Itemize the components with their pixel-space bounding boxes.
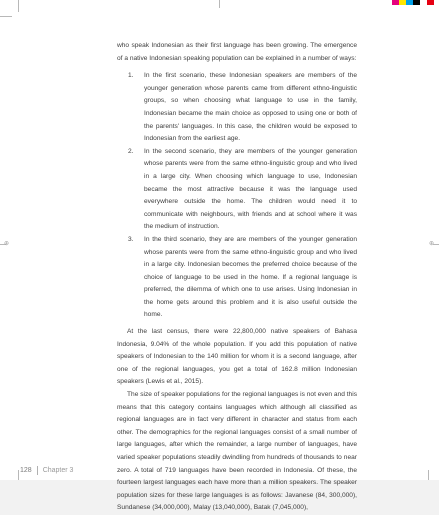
census-paragraph: At the last census, there were 22,800,000 native speakers of Bahasa Indonesia, 9.04% of the whole population. If you add this population of native speakers of Indonesian to the 140 million for whom it is a second language, after one of the regional languages, you get a total of 162.8 million Indonesian speakers (Lewis et al., 2015). bbox=[117, 328, 357, 386]
scenario-number: 1. bbox=[128, 72, 134, 80]
regional-languages-paragraph: The size of speaker populations for the regional languages is not even and this means that this category contains languages which although all classified as regional languages are in fact very different in character and status from each other. The demographics for the regional languages consist of a small number of large languages, after which the remainder, a large number of languages, have varied speaker populations steadily dwindling from hundreds of thousands to near zero. A total of 719 languages have been recorded in Indonesia. Of these, the fourteen largest languages each have more than a million speakers. The speaker population sizes for these large languages is as follows: Javanese (84, 300,000), Sundanese (34,000,000), Malay (13,040,000), Batak (7,045,000), bbox=[117, 391, 357, 512]
color-swatch bbox=[413, 0, 420, 5]
registration-mark-left: ⊕ bbox=[4, 241, 10, 247]
crop-mark-top-center bbox=[219, 0, 220, 8]
page-footer bbox=[20, 466, 73, 475]
color-swatch bbox=[420, 0, 427, 5]
intro-paragraph: who speak Indonesian as their first language has been growing. The emergence of a native Indonesian speaking population can be explained in a number of ways: bbox=[117, 42, 357, 62]
page-number: 128 bbox=[20, 467, 32, 474]
print-color-bar bbox=[392, 0, 434, 5]
scenario-number: 3. bbox=[128, 235, 134, 243]
crop-mark-left-top bbox=[0, 16, 12, 17]
color-swatch bbox=[406, 0, 413, 5]
scenario-number: 2. bbox=[128, 147, 134, 155]
crop-mark-bottom-right bbox=[428, 470, 429, 480]
scenario-item bbox=[117, 146, 357, 234]
scenario-text: In the second scenario, they are members of the younger generation whose parents were from the same ethno-linguistic group and who lived in a large city. When choosing which language to use, Indonesian became the most attractive because it was the language used everywhere outside the home. The children would need it to communicate with neighbours, with friends and at school where it was the medium of instruction. bbox=[144, 147, 357, 231]
scenario-item bbox=[117, 234, 357, 322]
color-swatch bbox=[392, 0, 399, 5]
scenario-list bbox=[117, 70, 357, 322]
footer-divider bbox=[37, 466, 38, 475]
chapter-label: Chapter 3 bbox=[42, 467, 74, 474]
scenario-text: In the first scenario, these Indonesian speakers are members of the younger generation whose parents came from different ethno-linguistic groups, so when choosing what language to use in the family, Indonesian became the main choice as opposed to using one or both of the parents' languages. In this case, the children would be exposed to Indonesian from the earliest age. bbox=[144, 72, 357, 143]
crop-mark-top-left bbox=[18, 0, 19, 12]
color-swatch bbox=[399, 0, 406, 5]
registration-mark-right: ⊕ bbox=[429, 241, 435, 247]
scenario-item bbox=[117, 70, 357, 146]
scenario-text: In the third scenario, they are are members of the younger generation whose parents were from the same ethno-linguistic group and who lived in a large city. Indonesian becomes the preferred choice because of the choice of language to be used in the home. If a regional language is preferred, the dilemma of which one to use arises. Using Indonesian in the home gets around this problem and it is also useful outside the home. bbox=[144, 235, 357, 319]
crop-mark-bottom-left bbox=[18, 470, 19, 480]
color-swatch bbox=[427, 0, 434, 5]
body-text bbox=[117, 40, 357, 515]
